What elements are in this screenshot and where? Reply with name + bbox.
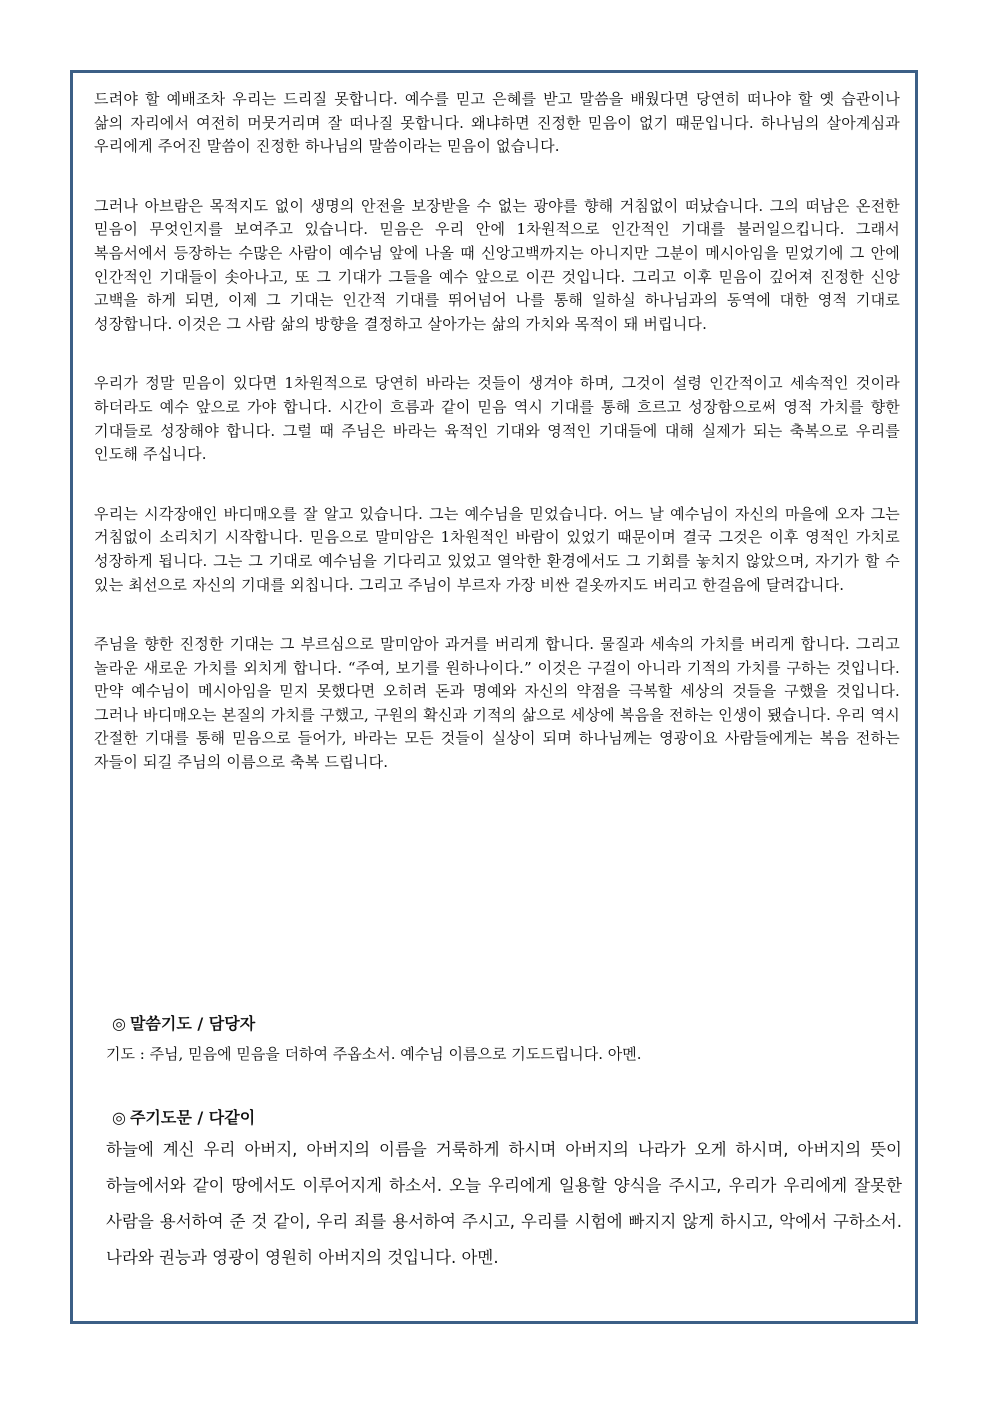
word-prayer-heading xyxy=(106,1012,906,1036)
sermon-paragraph-1: 드려야 할 예배조차 우리는 드리질 못합니다. 예수를 믿고 은혜를 받고 말씀을 배웠다면 당연히 떠나야 할 옛 습관이나 삶의 자리에서 여전히 머뭇거리며 잘 떠나질 못합니다. 왜냐하면 진정한 믿음이 없기 때문입니다. 하나님의 살아계심과 우리에게 주어진 말씀이 진정한 하나님의 말씀이라는 믿음이 없습니다. xyxy=(94,90,900,156)
lords-prayer-text: 하늘에 계신 우리 아버지, 아버지의 이름을 거룩하게 하시며 아버지의 나라가 오게 하시며, 아버지의 뜻이 하늘에서와 같이 땅에서도 이루어지게 하소서. 오늘 우리에게 일용할 양식을 주시고, 우리가 우리에게 잘못한 사람을 용서하여 준 것 같이, 우리 죄를 용서하여 주시고, 우리를 시험에 빠지지 않게 하시고, 악에서 구하소서. 나라와 권능과 영광이 영원히 아버지의 것입니다. 아멘. xyxy=(106,1140,902,1267)
lords-prayer-section xyxy=(106,1106,902,1276)
lords-prayer-heading xyxy=(106,1106,902,1130)
sermon-paragraph-5: 주님을 향한 진정한 기대는 그 부르심으로 말미암아 과거를 버리게 합니다. 물질과 세속의 가치를 버리게 합니다. 그리고 놀라운 새로운 가치를 외치게 합니다. “주여, 보기를 원하나이다.” 이것은 구걸이 아니라 기적의 가치를 구하는 것입니다. 만약 예수님이 메시아임을 믿지 못했다면 오히려 돈과 명예와 자신의 약점을 극복할 세상의 것들을 구했을 것입니다. 그러나 바디매오는 본질의 가치를 구했고, 구원의 확신과 기적의 삶으로 세상에 복음을 전하는 인생이 됐습니다. 우리 역시 간절한 기대를 통해 믿음으로 들어가, 바라는 모든 것들이 실상이 되며 하나님께는 영광이요 사람들에게는 복음 전하는 자들이 되길 주님의 이름으로 축복 드립니다. xyxy=(94,635,900,772)
sermon-paragraph-4: 우리는 시각장애인 바디매오를 잘 알고 있습니다. 그는 예수님을 믿었습니다. 어느 날 예수님이 자신의 마을에 오자 그는 거침없이 소리치기 시작합니다. 믿음으로 말미암은 1차원적인 바람이 있었기 때문이며 결국 그것은 이후 영적인 가치로 성장하게 됩니다. 그는 그 기대로 예수님을 기다리고 있었고 열악한 환경에서도 그 기회를 놓치지 않았으며, 자기가 할 수 있는 최선으로 자신의 기대를 외칩니다. 그리고 주님이 부르자 가장 비싼 겉옷까지도 버리고 한걸음에 달려갑니다. xyxy=(94,504,900,594)
word-prayer-section xyxy=(106,1012,906,1066)
lords-prayer-heading-text: 주기도문 / 다같이 xyxy=(129,1108,256,1127)
sermon-body xyxy=(94,88,900,811)
double-circle-bullet-icon: ◎ xyxy=(112,1108,126,1127)
sermon-paragraph-2: 그러나 아브람은 목적지도 없이 생명의 안전을 보장받을 수 없는 광야를 향해 거침없이 떠났습니다. 그의 떠남은 온전한 믿음이 무엇인지를 보여주고 있습니다. 믿음은 우리 안에 1차원적으로 인간적인 기대를 불러일으킵니다. 그래서 복음서에서 등장하는 수많은 사람이 예수님 앞에 나올 때 신앙고백까지는 아니지만 그분이 메시아임을 믿었기에 그 안에 인간적인 기대들이 솟아나고, 또 그 기대가 그들을 예수 앞으로 이끈 것입니다. 그리고 이후 믿음이 깊어져 진정한 신앙 고백을 하게 되면, 이제 그 기대는 인간적 기대를 뛰어넘어 나를 통해 일하실 하나님과의 동역에 대한 영적 기대로 성장합니다. 이것은 그 사람 삶의 방향을 결정하고 살아가는 삶의 가치와 목적이 돼 버립니다. xyxy=(94,196,900,333)
word-prayer-text: 기도 : 주님, 믿음에 믿음을 더하여 주옵소서. 예수님 이름으로 기도드립니다. 아멘. xyxy=(106,1045,642,1063)
sermon-paragraph-3: 우리가 정말 믿음이 있다면 1차원적으로 당연히 바라는 것들이 생겨야 하며, 그것이 설령 인간적이고 세속적인 것이라 하더라도 예수 앞으로 가야 합니다. 시간이 흐름과 같이 믿음 역시 기대를 통해 흐르고 성장함으로써 영적 가치를 향한 기대들로 성장해야 합니다. 그럴 때 주님은 바라는 육적인 기대와 영적인 기대들에 대해 실제가 되는 축복으로 우리를 인도해 주십니다. xyxy=(94,374,900,464)
word-prayer-heading-text: 말씀기도 / 담당자 xyxy=(129,1014,256,1033)
double-circle-bullet-icon: ◎ xyxy=(112,1014,126,1033)
